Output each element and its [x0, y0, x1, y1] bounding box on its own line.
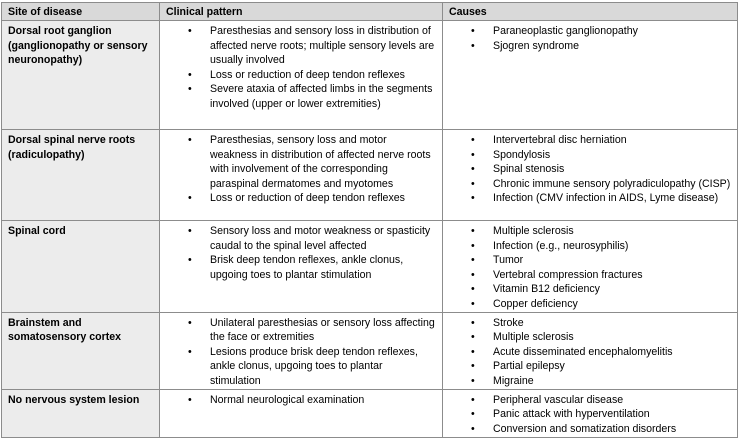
- list-item: • Intervertebral disc herniation: [449, 133, 731, 148]
- header-site: Site of disease: [2, 3, 160, 21]
- list-item: • Migraine: [449, 374, 731, 389]
- site-cell: Brainstem and somatosensory cortex: [2, 312, 160, 389]
- list-item: • Lesions produce brisk deep tendon reflexes, ankle clonus, upgoing toes to plantar stimulation: [166, 345, 436, 389]
- list-item: • Sjogren syndrome: [449, 39, 731, 54]
- causes-list: [449, 393, 731, 437]
- header-causes: Causes: [443, 3, 738, 21]
- list-item: • Brisk deep tendon reflexes, ankle clonus, upgoing toes to plantar stimulation: [166, 253, 436, 282]
- list-item: • Spinal stenosis: [449, 162, 731, 177]
- list-item: • Paraneoplastic ganglionopathy: [449, 24, 731, 39]
- clinical-list: [166, 24, 436, 112]
- header-row: [2, 3, 738, 21]
- causes-cell: [443, 130, 738, 221]
- list-item: • Unilateral paresthesias or sensory loss affecting the face or extremities: [166, 316, 436, 345]
- list-item: • Vertebral compression fractures: [449, 268, 731, 283]
- causes-list: [449, 316, 731, 389]
- causes-list: [449, 133, 731, 206]
- causes-cell: [443, 221, 738, 313]
- list-item: • Paresthesias, sensory loss and motor weakness in distribution of affected nerve roots with involvement of the corresponding paraspinal dermatomes and myotomes: [166, 133, 436, 191]
- clinical-cell: [160, 21, 443, 130]
- list-item: • Stroke: [449, 316, 731, 331]
- header-clinical: Clinical pattern: [160, 3, 443, 21]
- list-item: • Normal neurological examination: [166, 393, 436, 408]
- table-row: [2, 130, 738, 221]
- causes-list: [449, 224, 731, 312]
- causes-cell: [443, 389, 738, 437]
- list-item: • Severe ataxia of affected limbs in the segments involved (upper or lower extremities): [166, 82, 436, 111]
- list-item: • Multiple sclerosis: [449, 224, 731, 239]
- clinical-cell: [160, 312, 443, 389]
- list-item: • Spondylosis: [449, 148, 731, 163]
- list-item: • Panic attack with hyperventilation: [449, 407, 731, 422]
- site-cell: Dorsal spinal nerve roots (radiculopathy): [2, 130, 160, 221]
- clinical-list: [166, 393, 436, 408]
- list-item: • Infection (e.g., neurosyphilis): [449, 239, 731, 254]
- clinical-cell: [160, 389, 443, 437]
- list-item: • Partial epilepsy: [449, 359, 731, 374]
- causes-cell: [443, 21, 738, 130]
- causes-list: [449, 24, 731, 53]
- list-item: • Tumor: [449, 253, 731, 268]
- clinical-cell: [160, 221, 443, 313]
- list-item: • Infection (CMV infection in AIDS, Lyme disease): [449, 191, 731, 206]
- table-row: [2, 312, 738, 389]
- list-item: • Sensory loss and motor weakness or spasticity caudal to the spinal level affected: [166, 224, 436, 253]
- clinical-cell: [160, 130, 443, 221]
- list-item: • Peripheral vascular disease: [449, 393, 731, 408]
- table-row: [2, 21, 738, 130]
- list-item: • Acute disseminated encephalomyelitis: [449, 345, 731, 360]
- table-row: [2, 221, 738, 313]
- list-item: • Loss or reduction of deep tendon reflexes: [166, 68, 436, 83]
- list-item: • Vitamin B12 deficiency: [449, 282, 731, 297]
- causes-cell: [443, 312, 738, 389]
- clinical-list: [166, 224, 436, 282]
- list-item: • Multiple sclerosis: [449, 330, 731, 345]
- site-cell: No nervous system lesion: [2, 389, 160, 437]
- list-item: • Conversion and somatization disorders: [449, 422, 731, 437]
- list-item: • Copper deficiency: [449, 297, 731, 312]
- list-item: • Loss or reduction of deep tendon reflexes: [166, 191, 436, 206]
- list-item: • Chronic immune sensory polyradiculopathy (CISP): [449, 177, 731, 192]
- site-cell: Dorsal root ganglion (ganglionopathy or sensory neuronopathy): [2, 21, 160, 130]
- clinical-list: [166, 316, 436, 389]
- site-cell: Spinal cord: [2, 221, 160, 313]
- clinical-list: [166, 133, 436, 206]
- disease-table: [1, 2, 738, 438]
- list-item: • Paresthesias and sensory loss in distribution of affected nerve roots; multiple sensory levels are usually involved: [166, 24, 436, 68]
- table-row: [2, 389, 738, 437]
